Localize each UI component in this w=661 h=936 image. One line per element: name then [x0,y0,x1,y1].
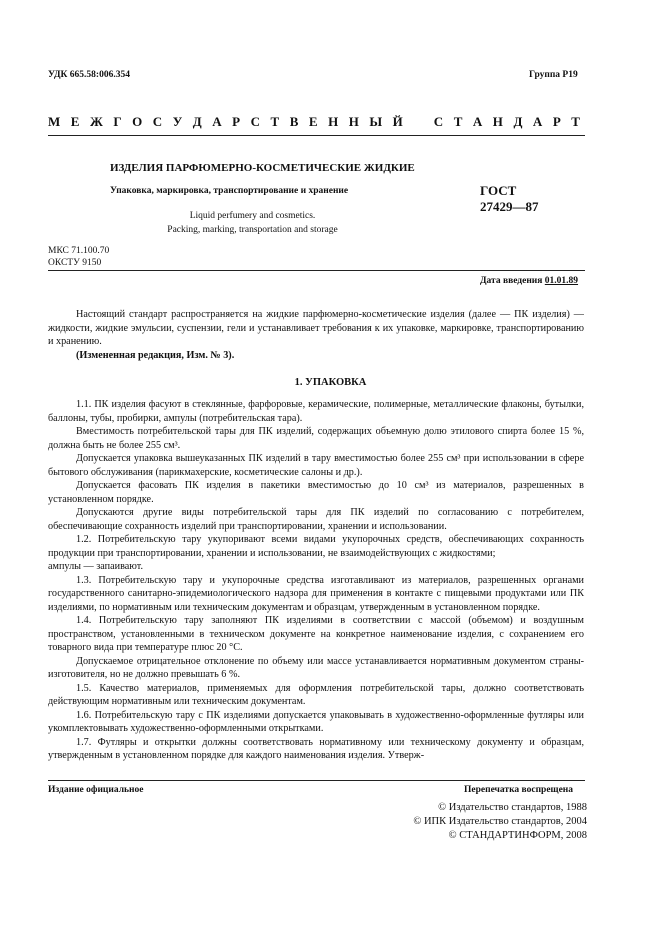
banner-letter: У [172,114,183,129]
reprint-notice: Перепечатка воспрещена [464,785,574,795]
document-title: ИЗДЕЛИЯ ПАРФЮМЕРНО-КОСМЕТИЧЕСКИЕ ЖИДКИЕ [110,162,415,174]
okstu-code: ОКСТУ 9150 [48,258,102,268]
banner-letter: Н [348,114,359,129]
official-edition: Издание официальное [48,785,144,795]
introduction-date [480,276,578,286]
banner-letter: Е [70,114,80,129]
paragraph: Допускаются другие виды потребительской тары для ПК изделий по согласованию с потребителем, обеспечивающие сохранность изделий при транспортировании, хранении и использовании. [48,507,584,532]
banner-letter: М [48,114,61,129]
document-subtitle: Упаковка, маркировка, транспортирование и хранение [110,186,349,196]
interstate-standard-banner [48,114,580,130]
banner-letter: С [250,114,260,129]
paragraph: 1.3. Потребительскую тару и укупорочные средства изготавливают из материалов, разрешенных органами государственного санитарно-эпидемиологического надзора для применения в контакте с пищевыми продуктами или ПК изделиями, по нормативным или техническим документам и образцам, утвержденным в установленном порядке. [48,574,584,613]
copyright-line: © ИПК Издательство стандартов, 2004 [413,816,587,827]
banner-letter: Д [513,114,523,129]
group-code: Группа Р19 [529,70,578,80]
banner-letter: Д [192,114,202,129]
banner-letter: Ы [369,114,383,129]
paragraph: Допускается фасовать ПК изделия в пакетики вместимостью до 10 см³ из материалов, разрешенных в установленном порядке. [48,480,584,505]
banner-letter: О [132,114,143,129]
paragraph: Допускаемое отрицательное отклонение по объему или массе устанавливается нормативным документом страны-изготовителя, но не должно превышать 6 %. [48,655,584,680]
banner-letter: Т [270,114,280,129]
banner-letter: Р [232,114,241,129]
section-title: 1. УПАКОВКА [294,377,367,388]
paragraph: 1.1. ПК изделия фасуют в стеклянные, фарфоровые, керамические, полимерные, металлические флаконы, бутылки, баллоны, тубы, пробирки, ампулы (потребительская тара). [48,399,584,424]
section-body [48,398,584,763]
preamble-text: Настоящий стандарт распространяется на жидкие парфюмерно-косметические изделия (далее — ПК изделия) — жидкости, жидкие эмульсии, суспензии, гели и устанавливает требования к их упаковке, маркировке, транспортированию и хранению. [48,309,584,347]
mks-code: МКС 71.100.70 [48,246,110,256]
banner-letter: А [532,114,543,129]
copyright-line: © СТАНДАРТИНФОРМ, 2008 [448,830,587,841]
english-title-line-2: Packing, marking, transportation and storage [167,225,338,235]
amendment-note: (Измененная редакция, Изм. № 3). [76,349,235,361]
paragraph: 1.5. Качество материалов, применяемых для оформления потребительской тары, должно соответствовать действующим нормативным или техническим документам. [48,682,584,707]
banner-letter: Т [453,114,463,129]
banner-gap [413,114,423,130]
banner-letter: А [472,114,483,129]
paragraph: Вместимость потребительской тары для ПК изделий, содержащих объемную долю этилового спирта более 15 %, должна быть не более 255 см³. [48,426,584,451]
gost-number: 27429—87 [480,199,539,214]
banner-letter: А [212,114,222,129]
preamble-block [48,308,584,362]
introduction-date-value: 01.01.89 [544,276,579,286]
paragraph: 1.7. Футляры и открытки должны соответствовать нормативному или техническому документу и образцам, утвержденным в установленном порядке для каждого наименования изделия. Утверж- [48,736,584,761]
copyright-line: © Издательство стандартов, 1988 [438,802,587,813]
paragraph: 1.6. Потребительскую тару с ПК изделиями допускается упаковывать в художественно-оформленные футляры или укомплектовывать художественно-оформленными открытками. [48,709,584,734]
banner-letter: Т [571,114,580,129]
paragraph: 1.4. Потребительскую тару заполняют ПК изделиями в соответствии с массой (объемом) и воздушным пространством, установленными в техническом документе на конкретное наименование изделия, с сохранением его товарного вида при температуре плюс 20 °С. [48,615,584,653]
banner-letter: Н [492,114,503,129]
banner-letter: Г [113,114,122,129]
banner-letter: В [289,114,299,129]
footer-rule [48,780,585,781]
introduction-date-label: Дата введения [480,276,543,286]
banner-letter: Р [552,114,561,129]
banner-rule [48,135,585,136]
english-title-line-1: Liquid perfumery and cosmetics. [189,211,316,221]
udc-code: УДК 665.58:006.354 [48,70,130,80]
banner-letter: Н [328,114,339,129]
paragraph: 1.2. Потребительскую тару укупоривают всеми видами укупорочных средств, обеспечивающих сохранность продукции при транспортировании, хранении и использовании, не взаимодействующих с жидкостями; [48,534,584,559]
paragraph: ампулы — запаивают. [48,561,144,572]
gost-label: ГОСТ [480,183,517,198]
banner-letter: Е [308,114,318,129]
header-rule [48,270,585,271]
paragraph: Допускается упаковка вышеуказанных ПК изделий в тару вместимостью более 255 см³ при использовании в сфере бытового обслуживания (парикмахерские, косметические салоны и др.). [48,453,584,478]
banner-letter: С [152,114,163,129]
banner-letter: Ж [89,114,103,129]
banner-letter: Й [392,114,403,129]
banner-letter: С [433,114,444,129]
